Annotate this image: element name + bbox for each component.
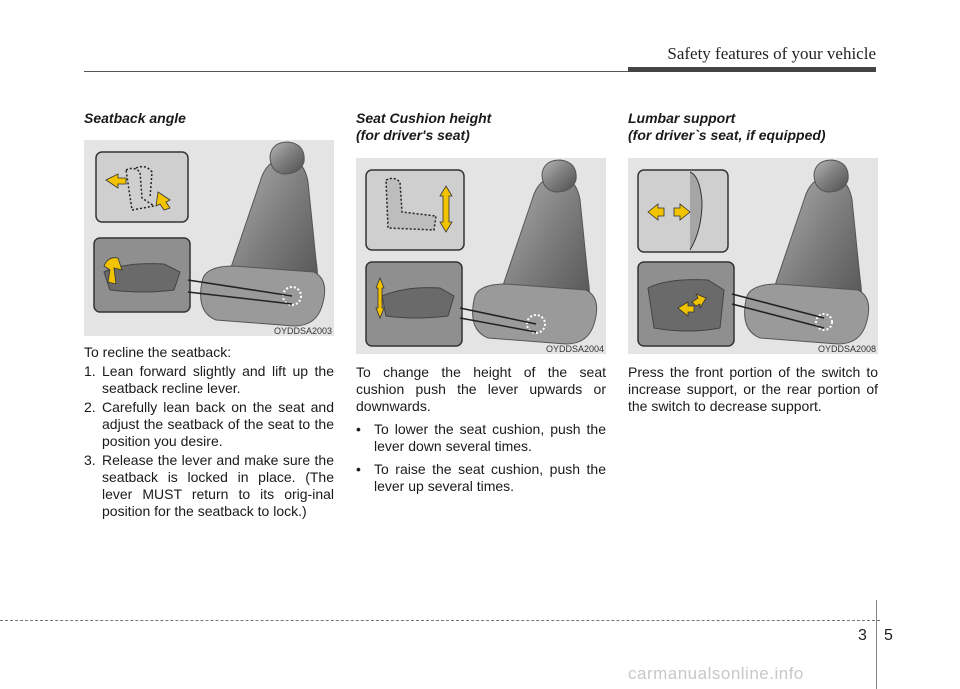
- section-body: [628, 364, 878, 415]
- cushion-height-illustration: [356, 158, 606, 354]
- intro-text: Press the front portion of the switch to increase support, or the rear portion of the switch to decrease support.: [628, 364, 878, 414]
- watermark-text: carmanualsonline.info: [628, 664, 804, 683]
- section-heading: Seatback angle: [84, 110, 186, 126]
- seatback-figure: [84, 140, 334, 336]
- section-body: [356, 364, 606, 495]
- seatback-illustration: [84, 140, 334, 336]
- section-lumbar-support: [628, 110, 878, 414]
- figure-code: OYDDSA2004: [545, 344, 604, 354]
- section-body: [84, 344, 334, 520]
- footer-rule: [0, 620, 880, 621]
- list-item: 2. Carefully lean back on the seat and adjust the seatback of the seat to the position you desire.: [84, 399, 334, 449]
- intro-text: To recline the seatback:: [84, 344, 232, 360]
- list-item: • To lower the seat cushion, push the lever down several times.: [356, 421, 606, 454]
- header-rule-accent: [628, 67, 876, 72]
- intro-text: To change the height of the seat cushion push the lever upwards or downwards.: [356, 364, 606, 414]
- list-item: 3. Release the lever and make sure the seatback is locked in place. (The lever MUST return to its orig-inal position for the seatback to lock.): [84, 452, 334, 519]
- footer-divider: [876, 600, 877, 689]
- page-number: 5: [884, 627, 893, 644]
- list-item: 1. Lean forward slightly and lift up the seatback recline lever.: [84, 363, 334, 396]
- section-seat-cushion-height: [356, 110, 606, 494]
- list-item: • To raise the seat cushion, push the lever up several times.: [356, 461, 606, 494]
- section-seatback-angle: [84, 110, 334, 519]
- section-header-title: Safety features of your vehicle: [667, 44, 876, 63]
- step-list: [84, 363, 334, 520]
- lumbar-illustration: [628, 158, 878, 354]
- bullet-list: [356, 421, 606, 495]
- lumbar-support-figure: [628, 158, 878, 354]
- cushion-height-figure: [356, 158, 606, 354]
- figure-code: OYDDSA2008: [817, 344, 876, 354]
- section-heading: Seat Cushion height (for driver's seat): [356, 110, 492, 143]
- section-heading: Lumbar support (for driver`s seat, if equipped): [628, 110, 826, 143]
- figure-code: OYDDSA2003: [273, 326, 332, 336]
- chapter-number: 3: [858, 627, 867, 644]
